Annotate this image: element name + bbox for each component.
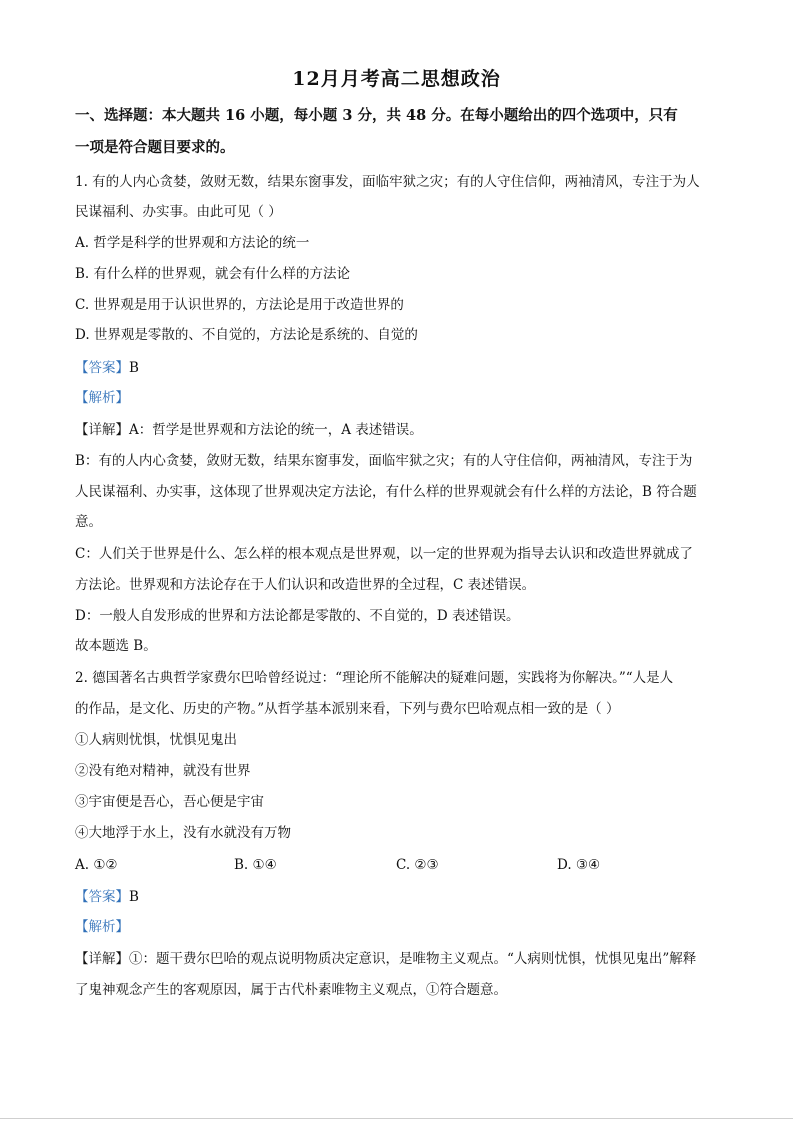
q2-item-4: ④大地浮于水上，没有水就没有万物 — [75, 825, 291, 841]
q2-option-d: D. ③④ — [557, 857, 601, 873]
detail-text: ①：题干费尔巴哈的观点说明物质决定意识，是唯物主义观点。“人病则忧惧，忧惧见鬼出”解释 — [129, 951, 697, 967]
answer-value: B — [129, 360, 139, 376]
q2-stem-line-2: 的作品，是文化、历史的产物。”从哲学基本派别来看，下列与费尔巴哈观点相一致的是（ ） — [75, 701, 620, 717]
section-heading-line-2: 一项是符合题目要求的。 — [75, 139, 235, 156]
answer-tag: 【答案】 — [75, 360, 129, 376]
q2-option-a: A. ①② — [75, 857, 118, 873]
answer-value: B — [129, 889, 139, 905]
q1-stem-line-1: 1. 有的人内心贪婪，敛财无数，结果东窗事发，面临牢狱之灾；有的人守住信仰，两袖清风，专注于为人 — [75, 174, 700, 190]
q1-detail-b-line-2: 人民谋福利、办实事，这体现了世界观决定方法论，有什么样的世界观就会有什么样的方法论，B 符合题 — [75, 484, 697, 500]
q2-option-c: C. ②③ — [396, 857, 439, 873]
q2-analysis-tag: 【解析】 — [75, 919, 129, 935]
q1-answer — [75, 358, 725, 378]
answer-tag: 【答案】 — [75, 889, 129, 905]
q1-option-d: D. 世界观是零散的、不自觉的，方法论是系统的、自觉的 — [75, 327, 418, 343]
q1-analysis-tag: 【解析】 — [75, 390, 129, 406]
q2-item-3: ③宇宙便是吾心，吾心便是宇宙 — [75, 794, 264, 810]
q1-detail-d: D：一般人自发形成的世界和方法论都是零散的、不自觉的，D 表述错误。 — [75, 608, 520, 624]
q2-detail-line-1 — [75, 949, 725, 969]
q2-answer — [75, 887, 725, 907]
detail-text: A：哲学是世界观和方法论的统一，A 表述错误。 — [129, 422, 423, 438]
q2-stem-line-1: 2. 德国著名古典哲学家费尔巴哈曾经说过：“理论所不能解决的疑难问题，实践将为你解决。”“人是人 — [75, 670, 674, 686]
q2-detail-line-2: 了鬼神观念产生的客观原因，属于古代朴素唯物主义观点，①符合题意。 — [75, 982, 507, 998]
section-heading-line-1: 一、选择题：本大题共 16 小题，每小题 3 分，共 48 分。在每小题给出的四个选项中，只有 — [75, 107, 678, 124]
q2-item-2: ②没有绝对精神，就没有世界 — [75, 763, 251, 779]
q1-detail-c-line-2: 方法论。世界观和方法论存在于人们认识和改造世界的全过程，C 表述错误。 — [75, 577, 536, 593]
q1-detail-b-line-1: B：有的人内心贪婪，敛财无数，结果东窗事发，面临牢狱之灾；有的人守住信仰，两袖清风，专注于为 — [75, 453, 693, 469]
q1-option-a: A. 哲学是科学的世界观和方法论的统一 — [75, 235, 310, 251]
detail-tag: 【详解】 — [75, 951, 129, 967]
q1-option-c: C. 世界观是用于认识世界的，方法论是用于改造世界的 — [75, 297, 404, 313]
q1-conclusion: 故本题选 B。 — [75, 638, 157, 654]
q2-option-b: B. ①④ — [234, 857, 277, 873]
q1-detail-c-line-1: C：人们关于世界是什么、怎么样的根本观点是世界观，以一定的世界观为指导去认识和改造世界就成了 — [75, 546, 693, 562]
q2-item-1: ①人病则忧惧，忧惧见鬼出 — [75, 732, 237, 748]
q1-stem-line-2: 民谋福利、办实事。由此可见（ ） — [75, 204, 282, 220]
q1-detail-b-line-3: 意。 — [75, 514, 102, 530]
page-bottom-rule — [0, 1118, 793, 1119]
q1-detail-a — [75, 420, 725, 440]
page-title: 12月月考高二思想政治 — [292, 68, 501, 90]
q1-option-b: B. 有什么样的世界观，就会有什么样的方法论 — [75, 266, 351, 282]
detail-tag: 【详解】 — [75, 422, 129, 438]
